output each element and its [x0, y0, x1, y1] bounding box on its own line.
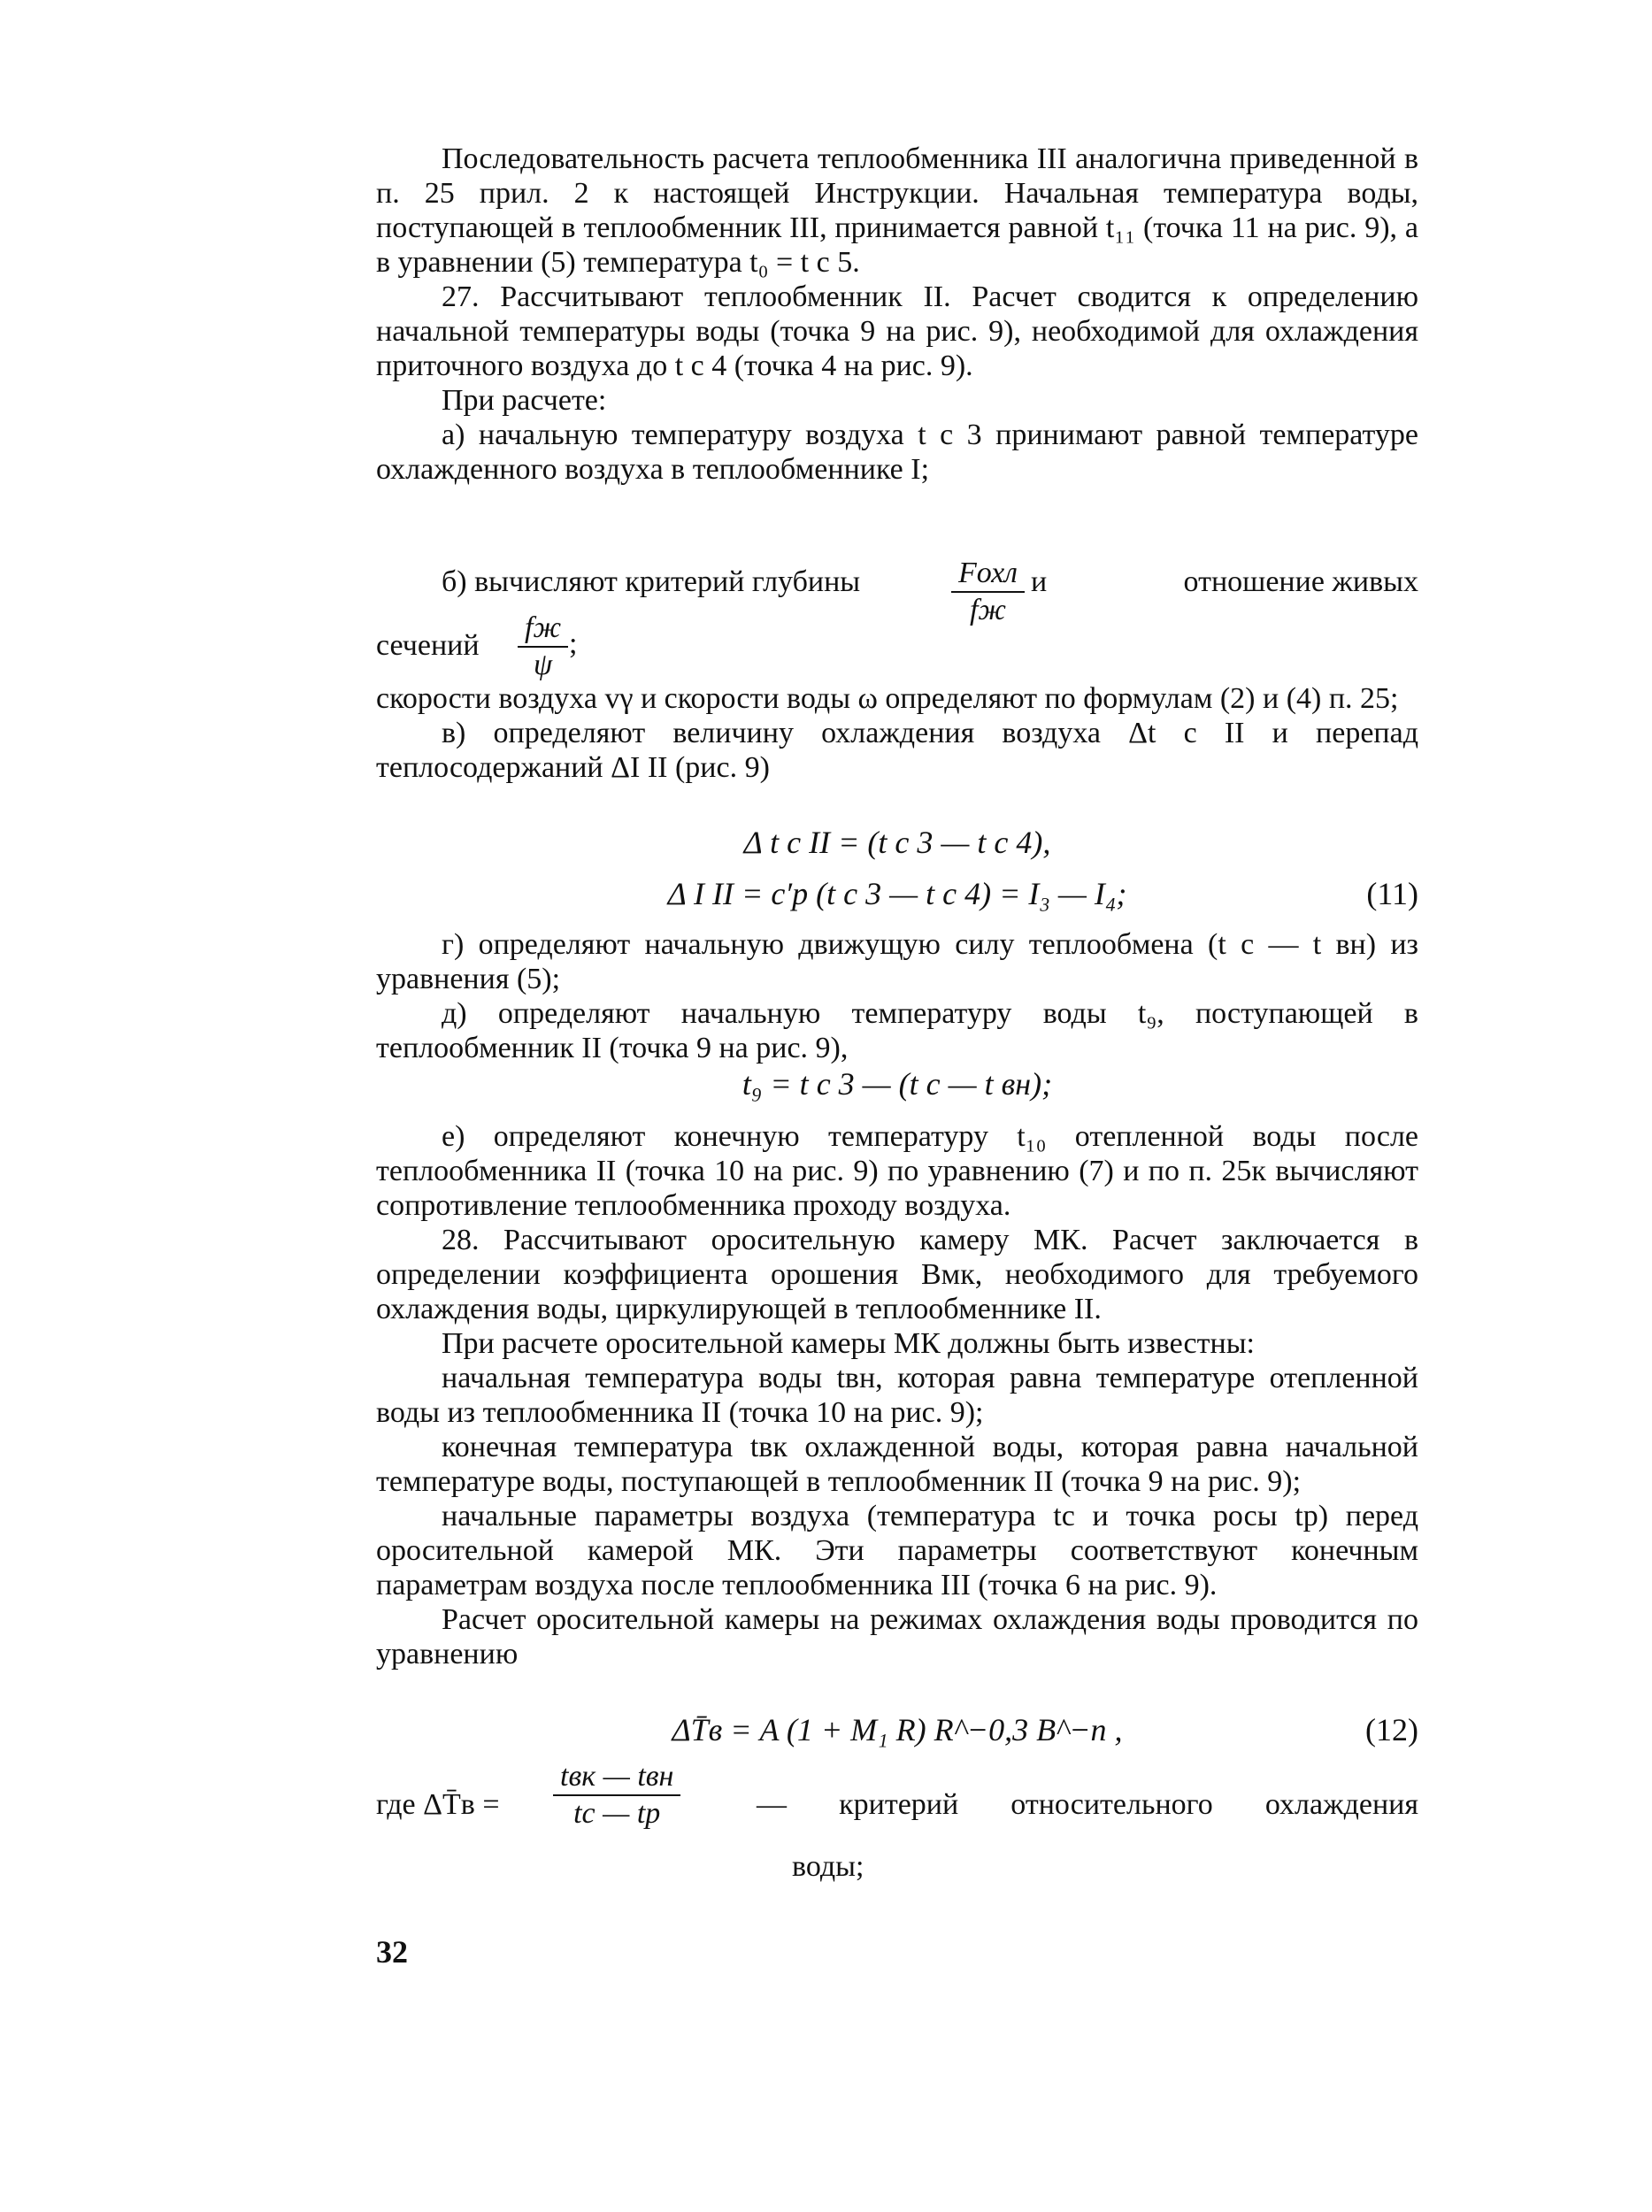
equation: Δ t с II = (t с 3 — t с 4),	[743, 825, 1051, 860]
equation-t9	[376, 1066, 1418, 1102]
paragraph: начальная температура воды tвн, которая равна температуре отепленной воды из теплообменника II (точка 10 на рис. 9);	[376, 1362, 1418, 1429]
paragraph: воды;	[792, 1850, 864, 1883]
semicolon: ;	[569, 627, 578, 660]
paragraph: При расчете оросительной камеры МК должны быть известны:	[442, 1327, 1255, 1360]
fraction-numerator: tвк — tвн	[553, 1759, 680, 1796]
paragraph: скорости воздуха vγ и скорости воды ω определяют по формулам (2) и (4) п. 25;	[376, 682, 1399, 715]
paragraph: 27. Рассчитывают теплообменник II. Расчет сводится к определению начальной температуры воды (точка 9 на рис. 9), необходимой для охлаждения приточного воздуха до t с 4 (точка 4 на рис. 9).	[376, 280, 1418, 382]
paragraph: а) начальную температуру воздуха t с 3 принимают равной температуре охлажденного воздуха в теплообменнике I;	[376, 419, 1418, 486]
relative-cooling-fraction	[553, 1759, 680, 1832]
paragraph: б) вычисляют критерий глубины	[442, 565, 861, 598]
paragraph: конечная температура tвк охлажденной воды, которая равна начальной температуре воды, поступающей в теплообменник II (точка 9 на рис. 9);	[376, 1431, 1418, 1498]
paragraph: Расчет оросительной камеры на режимах охлаждения воды проводится по уравнению	[376, 1603, 1418, 1671]
paragraph: Последовательность расчета теплообменника III аналогична приведенной в п. 25 прил. 2 к настоящей Инструкции. Начальная температура воды, поступающей в теплообменник III, принимается равной t₁₁ (точка 11 на рис. 9), а в уравнении (5) температура t₀ = t с 5.	[376, 142, 1418, 279]
paragraph: г) определяют начальную движущую силу теплообмена (t с — t вн) из уравнения (5);	[376, 928, 1418, 995]
page-number: 32	[376, 1934, 408, 1970]
text-block-2	[376, 681, 1418, 785]
equation: Δ I II = c′p (t с 3 — t с 4) = I₃ — I₄;	[667, 876, 1127, 911]
equation-delta-t	[376, 825, 1418, 860]
text-block-1	[376, 142, 1418, 487]
sections-fraction	[518, 611, 568, 683]
paragraph: — критерий относительного охлаждения	[757, 1788, 1418, 1821]
fraction-denominator: fж	[969, 594, 1007, 626]
paragraph: е) определяют конечную температуру t₁₀ отепленной воды после теплообменника II (точка 10 на рис. 9) по уравнению (7) и по п. 25к вычисляют сопротивление теплообменника проходу воздуха.	[376, 1120, 1418, 1222]
equation-number: (12)	[1365, 1712, 1418, 1747]
equation-12	[376, 1712, 1418, 1747]
paragraph: начальные параметры воздуха (температура tс и точка росы tр) перед оросительной камерой МК. Эти параметры соответствуют конечным параметрам воздуха после теплообменника III (точка 6 на рис. 9).	[376, 1500, 1418, 1601]
fraction-denominator: tс — tр	[573, 1797, 661, 1830]
paragraph: д) определяют начальную температуру воды t₉, поступающей в теплообменник II (точка 9 на рис. 9),	[376, 997, 1418, 1064]
equation: ΔT̄в = A (1 + M₁ R) R^−0,3 B^−n ,	[672, 1712, 1123, 1747]
text-block-4	[376, 1119, 1418, 1671]
criterion-definition-line	[376, 1759, 1418, 1883]
fraction-denominator: ψ	[533, 649, 553, 681]
paragraph: сечений	[376, 629, 480, 662]
fraction-numerator: fж	[518, 611, 568, 648]
paragraph: При расчете:	[442, 384, 607, 417]
paragraph: 28. Рассчитывают оросительную камеру МК. Расчет заключается в определении коэффициента орошения Bмк, необходимого для требуемого охлаждения воды, циркулирующей в теплообменнике II.	[376, 1224, 1418, 1325]
equation-11	[376, 876, 1418, 911]
paragraph: где ΔT̄в =	[376, 1788, 500, 1821]
fraction-numerator: Fохл	[951, 556, 1025, 593]
sections-line	[376, 611, 1418, 690]
equation: t₉ = t с 3 — (t с — t вн);	[741, 1066, 1053, 1102]
paragraph: в) определяют величину охлаждения воздуха Δt с II и перепад теплосодержаний ΔI II (рис. 9)	[376, 717, 1418, 784]
paragraph: отношение живых	[1183, 565, 1418, 598]
paragraph: и	[1031, 565, 1048, 598]
text-block-3	[376, 927, 1418, 1065]
equation-number: (11)	[1366, 876, 1418, 911]
